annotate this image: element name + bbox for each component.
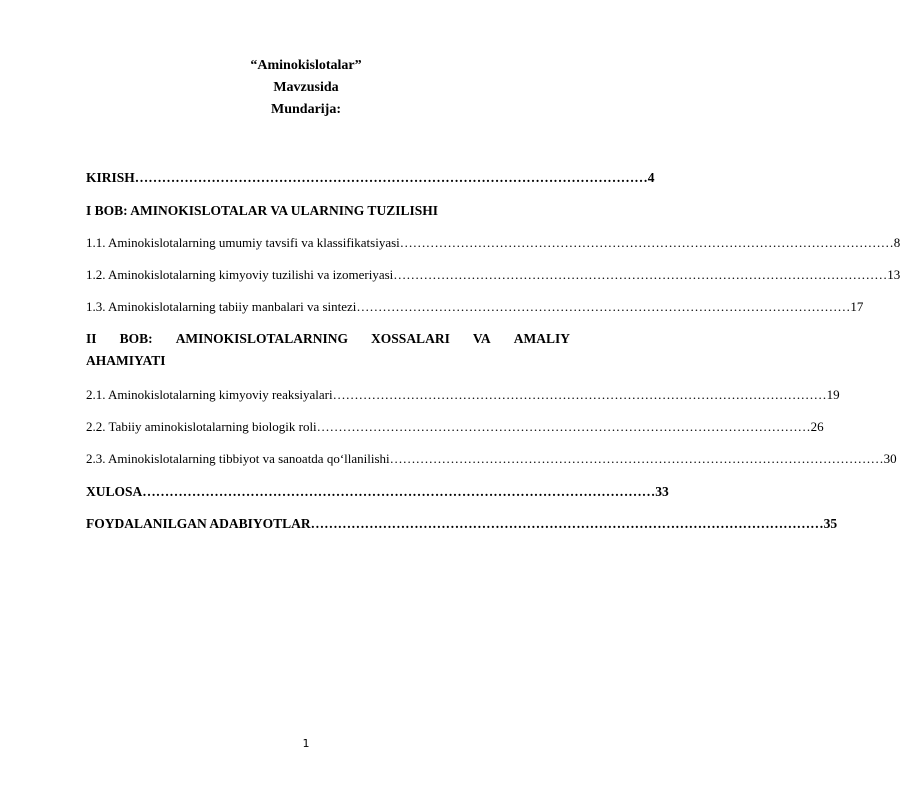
toc-entry-page: 30 bbox=[883, 451, 897, 466]
chapter-2-word: BOB: bbox=[119, 331, 153, 346]
toc-entry-page: 13 bbox=[887, 267, 900, 282]
toc-entry-kirish bbox=[86, 170, 655, 186]
dot-leader: …………………………………………………………………………………………………… bbox=[310, 516, 824, 531]
chapter-2-word: XOSSALARI bbox=[371, 331, 450, 346]
toc-entry-page: 35 bbox=[823, 516, 838, 531]
toc-entry-page: 19 bbox=[826, 387, 840, 402]
toc-entry-page: 33 bbox=[655, 484, 669, 499]
toc-entry-1-2 bbox=[86, 267, 900, 283]
chapter-2-word: II bbox=[86, 331, 97, 346]
toc-entry-title: 2.1. Aminokislotalarning kimyoviy reaksiyalari bbox=[86, 387, 333, 402]
toc-entry-title: XULOSA bbox=[86, 484, 143, 499]
chapter-2-word: AMALIY bbox=[513, 331, 570, 346]
toc-chapter-2 bbox=[86, 331, 570, 347]
dot-leader: …………………………………………………………………………………………………… bbox=[399, 235, 894, 250]
chapter-2-word: VA bbox=[472, 331, 491, 346]
dot-leader: …………………………………………………………………………………………………… bbox=[142, 484, 656, 499]
document-subtitle: Mavzusida bbox=[273, 80, 339, 95]
toc-chapter-1: I BOB: AMINOKISLOTALAR VA ULARNING TUZILISHI bbox=[86, 203, 438, 218]
document-title: “Aminokislotalar” bbox=[250, 58, 362, 73]
toc-entry-1-1 bbox=[86, 235, 900, 251]
toc-entry-1-3 bbox=[86, 299, 864, 315]
toc-entry-xulosa bbox=[86, 484, 669, 500]
dot-leader: …………………………………………………………………………………………………… bbox=[332, 387, 827, 402]
toc-entry-page: 17 bbox=[850, 299, 864, 314]
toc-chapter-2-continuation: AHAMIYATI bbox=[86, 353, 166, 368]
toc-entry-2-2 bbox=[86, 419, 824, 435]
chapter-2-word: AMINOKISLOTALARNING bbox=[175, 331, 348, 346]
toc-entry-page: 26 bbox=[810, 419, 824, 434]
page-number: 1 bbox=[302, 737, 310, 750]
toc-entry-title: FOYDALANILGAN ADABIYOTLAR bbox=[86, 516, 311, 531]
toc-entry-title: 1.2. Aminokislotalarning kimyoviy tuzilishi va izomeriyasi bbox=[86, 267, 394, 282]
toc-entry-adabiyotlar bbox=[86, 516, 838, 532]
toc-entry-title: KIRISH bbox=[86, 170, 135, 185]
toc-entry-title: 1.1. Aminokislotalarning umumiy tavsifi va klassifikatsiyasi bbox=[86, 235, 400, 250]
toc-entry-2-1 bbox=[86, 387, 840, 403]
toc-entry-page: 8 bbox=[893, 235, 900, 250]
toc-entry-page: 4 bbox=[647, 170, 655, 185]
contents-heading: Mundarija: bbox=[271, 102, 341, 117]
toc-entry-title: 2.3. Aminokislotalarning tibbiyot va sanoatda qo‘llanilishi bbox=[86, 451, 390, 466]
dot-leader: …………………………………………………………………………………………………… bbox=[134, 170, 648, 185]
dot-leader: …………………………………………………………………………………………………… bbox=[389, 451, 884, 466]
dot-leader: …………………………………………………………………………………………………… bbox=[393, 267, 888, 282]
toc-entry-2-3 bbox=[86, 451, 897, 467]
toc-entry-title: 1.3. Aminokislotalarning tabiiy manbalari va sintezi bbox=[86, 299, 357, 314]
dot-leader: …………………………………………………………………………………………………… bbox=[356, 299, 851, 314]
toc-entry-title: 2.2. Tabiiy aminokislotalarning biologik roli bbox=[86, 419, 317, 434]
dot-leader: …………………………………………………………………………………………………… bbox=[316, 419, 811, 434]
